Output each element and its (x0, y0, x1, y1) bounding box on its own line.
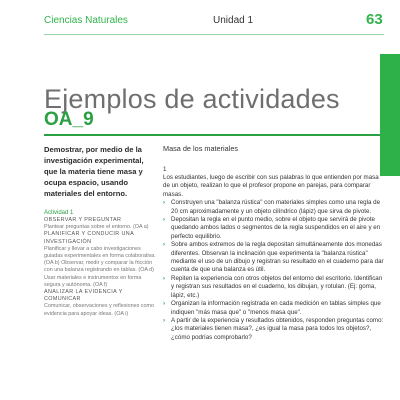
skill-item (44, 289, 156, 318)
skill-desc: Plantear preguntas sobre el entorno. (OA a) (44, 224, 149, 231)
subject-label: Ciencias Naturales (44, 15, 128, 26)
skill-item (44, 231, 156, 289)
list-item: › Organizan la información registrada en cada medición en tablas simples que indiquen "más masa que" o "menos masa que". (163, 300, 381, 316)
page-number: 63 (366, 11, 383, 28)
bullet-arrow-icon: › (163, 199, 166, 207)
bullet-arrow-icon: › (163, 316, 166, 324)
bullet-arrow-icon: › (163, 216, 166, 224)
learning-objective: Demostrar, por medio de la investigación experimental, que la materia tiene masa y ocupa espacio, usando materiales del entorno. (44, 145, 144, 198)
oa-code: OA_9 (44, 109, 94, 130)
skill-head: OBSERVAR Y PREGUNTAR (44, 217, 122, 223)
objective-column (44, 144, 156, 318)
skill-head: PLANIFICAR Y CONDUCIR UNA INVESTIGACIÓN (44, 231, 134, 245)
bullet-arrow-icon: › (163, 274, 166, 282)
list-item: › Depositan la regla en el punto medio, sobre el objeto que servirá de pivote quedando ambos lados o segmentos de la regla suspendidos en el aire y en perfecto equilibrio. (163, 216, 381, 240)
page-header (0, 0, 400, 34)
skill-item (44, 217, 156, 231)
oa-divider (44, 134, 380, 136)
bullet-arrow-icon: › (163, 300, 166, 308)
list-item: › Sobre ambos extremos de la regla depositan simultáneamente dos monedas diferentes. Observan la inclinación que experimenta la "balanza rústica" mediante el uso de un dibujo y registran su resultado en el cuaderno para dar cuenta de que una balanza es útil. (163, 241, 384, 274)
page-title: Ejemplos de actividades (44, 84, 340, 115)
activity-number: 1 (163, 166, 167, 173)
bullet-arrow-icon: › (163, 241, 166, 249)
skills-title: Actividad 1 (44, 210, 74, 216)
activity-steps (163, 199, 385, 342)
activity-section-title: Masa de los materiales (163, 144, 239, 153)
skill-head: ANALIZAR LA EVIDENCIA Y COMUNICAR (44, 289, 123, 303)
skill-desc: Comunicar, observaciones y reflexiones como evidencia para apoyar ideas. (OA i) (44, 303, 154, 317)
list-item: › A partir de la experiencia y resultados obtenidos, responden preguntas como: ¿los materiales tienen masa?, ¿es igual la masa para todos los objetos?, ¿cómo podrías comprobarlo? (163, 316, 384, 341)
list-item: › Repiten la experiencia con otros objetos del entorno del escritorio. Identifican y registran sus resultados en el cuaderno, los dibujan, y rotulan. (Ej: goma, lápiz, etc.) (163, 274, 383, 299)
unit-label: Unidad 1 (213, 15, 254, 26)
activity-intro: Los estudiantes, luego de escribir con sus palabras lo que entienden por masa de un objeto, realizan lo que el profesor propone en parejas, para comparar masas. (163, 174, 379, 198)
activity-column (163, 144, 385, 342)
skill-desc: Planificar y llevar a cabo investigaciones guiadas experimentales en forma colaborativa. (OA b) Observar, medir y comparar la fricción con una balanza registrando en tablas. (OA d) Usar materiales e instrumentos en forma segura y autónoma. (OA f) (44, 245, 156, 288)
list-item: › Construyen una "balanza rústica" con materiales simples como una regla de 20 cm aproximadamente y un objeto cilíndrico (lápiz) que sirva de pivote. (163, 199, 381, 215)
header-divider (44, 34, 384, 35)
